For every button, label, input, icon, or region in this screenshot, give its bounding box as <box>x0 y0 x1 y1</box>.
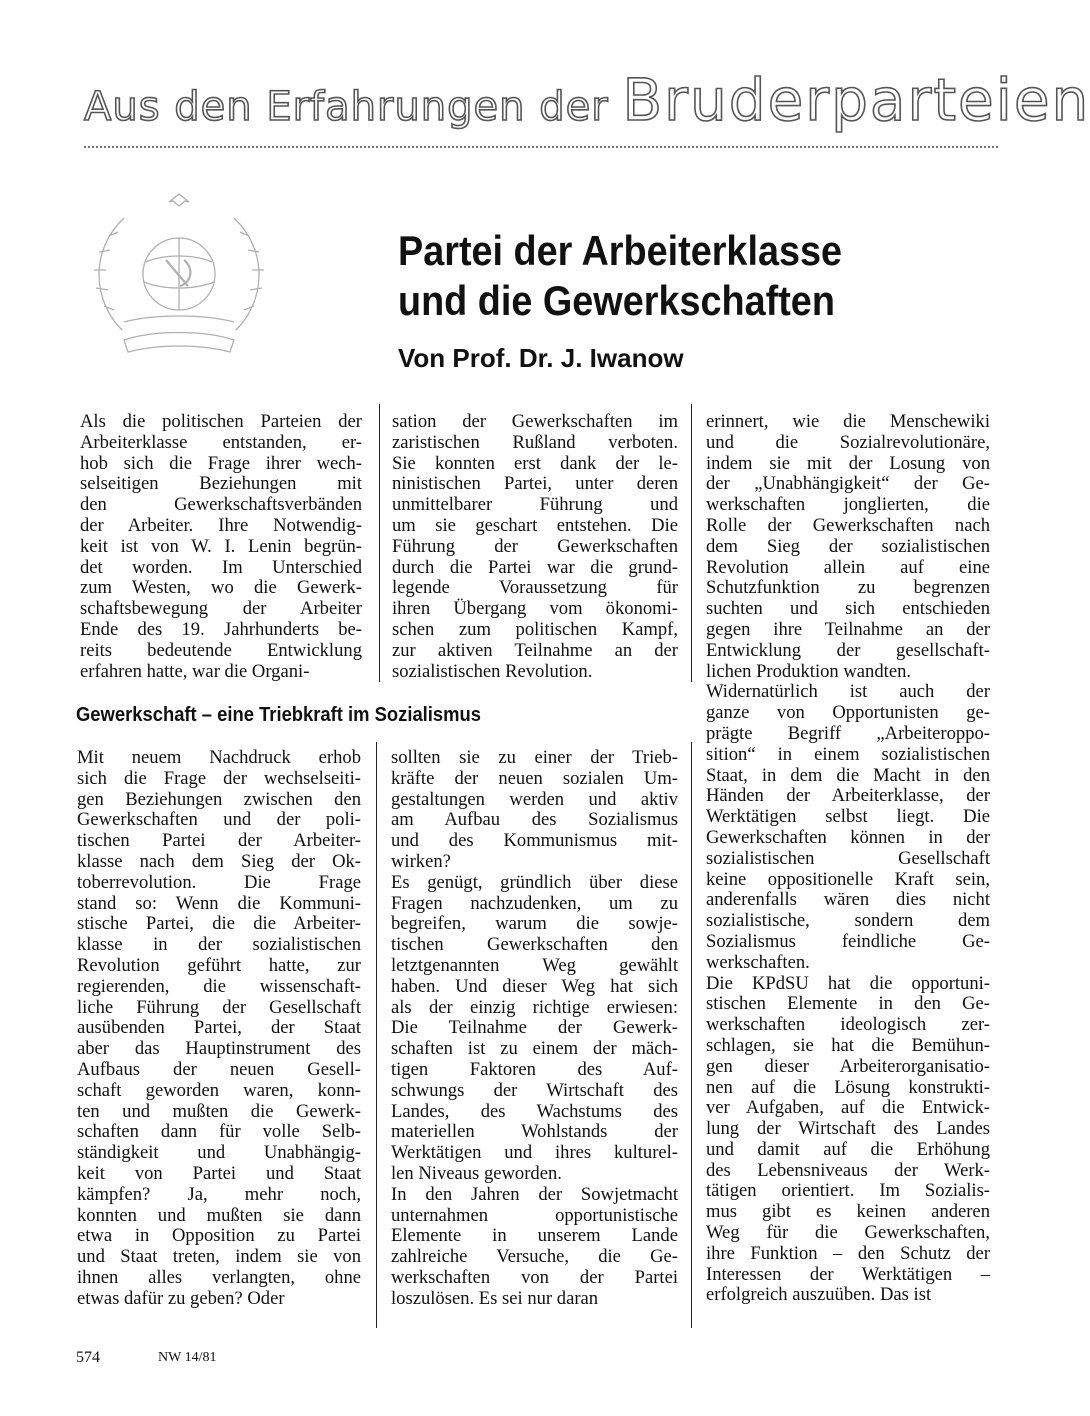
text-line: erfolgreich auszuüben. Das ist <box>706 1284 932 1306</box>
column-rule <box>379 404 380 682</box>
text-line: stische Partei, die die Arbeiter- <box>77 913 361 935</box>
issue-label: NW 14/81 <box>158 1350 217 1365</box>
text-line: klasse nach dem Sieg der Ok- <box>77 850 361 872</box>
text-line: ninistischen Partei, unter deren <box>392 473 678 495</box>
text-line: tigen Faktoren des Auf- <box>391 1058 678 1080</box>
text-line: indem sie mit der Losung von <box>706 452 990 474</box>
text-line: zur aktiven Teilnahme an der <box>392 639 678 661</box>
section-heading: Gewerkschaft – eine Triebkraft im Sozialismus <box>76 704 481 726</box>
text-line: zum Westen, wo die Gewerk- <box>80 577 362 599</box>
article-title <box>398 226 938 326</box>
text-line: Gewerkschaften können in der <box>706 826 990 848</box>
text-line: loszulösen. Es sei nur daran <box>391 1287 599 1309</box>
text-line: ständigkeit und Unabhängig- <box>77 1142 361 1164</box>
text-line: der Arbeiter. Ihre Notwendig- <box>80 514 362 536</box>
text-line: lung der Wirtschaft des Landes <box>706 1118 990 1140</box>
text-line: gegen ihre Teilnahme an der <box>706 618 990 640</box>
text-line: prägte Begriff „Arbeiteroppo- <box>706 722 990 744</box>
text-line: Sie konnten erst dank der le- <box>392 452 678 474</box>
text-line: len Niveaus geworden. <box>391 1162 562 1184</box>
text-line: Revolution allein auf eine <box>706 556 990 578</box>
text-line: Elemente in unserem Lande <box>391 1225 678 1247</box>
text-line: schaftsbewegung der Arbeiter <box>80 598 362 620</box>
state-emblem-icon <box>84 190 274 362</box>
text-line: Gewerkschaften und der poli- <box>77 809 361 831</box>
text-line: toberrevolution. Die Frage <box>77 871 361 893</box>
text-line: Fragen nachzudenken, um zu <box>391 892 678 914</box>
text-line: werkschaften ideologisch zer- <box>706 1014 990 1036</box>
text-line: den Gewerkschaftsverbänden <box>80 494 362 516</box>
text-line: letztgenannten Weg gewählt <box>391 954 678 976</box>
text-line: Entwicklung der gesellschaft- <box>706 639 990 661</box>
text-line: erfahren hatte, war die Organi- <box>80 660 310 682</box>
text-line: stand so: Wenn die Kommuni- <box>77 892 361 914</box>
text-line: keine oppositionelle Kraft sein, <box>706 868 990 890</box>
text-line: ausübenden Partei, der Staat <box>77 1017 361 1039</box>
text-line: keit von Partei und Staat <box>77 1162 361 1184</box>
text-line: Es genügt, gründlich über diese <box>391 871 678 893</box>
section-banner <box>84 66 1090 156</box>
text-line: und Staat treten, indem sie von <box>77 1246 361 1268</box>
text-line: Aufbaus der neuen Gesell- <box>77 1058 361 1080</box>
text-line: gestaltungen werden und aktiv <box>391 788 678 810</box>
text-line: selseitigen Beziehungen mit <box>80 473 362 495</box>
paragraph <box>706 412 990 682</box>
text-line: sation der Gewerkschaften im <box>392 411 678 432</box>
text-line: des Lebensniveaus der Werk- <box>706 1159 990 1181</box>
text-line: schaften ist zu einem der mäch- <box>391 1038 678 1060</box>
text-line: ten und mußten die Gewerk- <box>77 1100 361 1122</box>
paragraph <box>391 748 678 873</box>
banner-rule <box>84 146 998 151</box>
text-line: erinnert, wie die Menschewiki <box>706 411 990 432</box>
text-line: tischen Gewerkschaften den <box>391 934 678 956</box>
text-line: tätigen orientiert. Im Sozialis- <box>706 1180 990 1202</box>
text-line: stischen Elemente in den Ge- <box>706 993 990 1015</box>
text-line: klasse in der sozialistischen <box>77 934 361 956</box>
text-line: haben. Und dieser Weg hat sich <box>391 975 678 997</box>
text-line: Widernatürlich ist auch der <box>706 681 990 703</box>
text-line: aber das Hauptinstrument des <box>77 1038 361 1060</box>
column-2-top <box>392 412 678 682</box>
text-line: unmittelbarer Führung und <box>392 494 678 516</box>
text-line: Interessen der Werktätigen – <box>706 1263 990 1285</box>
banner-highlight: Bruderparteien <box>622 66 1090 134</box>
text-line: durch die Partei war die grund- <box>392 556 678 578</box>
paragraph <box>391 1185 678 1310</box>
paragraph <box>706 682 990 973</box>
text-line: tischen Partei der Arbeiter- <box>77 830 361 852</box>
text-line: zaristischen Rußland verboten. <box>392 431 678 453</box>
text-line: Revolution geführt hatte, zur <box>77 954 361 976</box>
text-line: regierenden, die wissenschaft- <box>77 975 361 997</box>
text-line: nen auf die Lösung konstrukti- <box>706 1076 990 1098</box>
text-line: Ende des 19. Jahrhunderts be- <box>80 618 362 640</box>
paragraph <box>80 412 362 682</box>
paragraph <box>706 974 990 1307</box>
text-line: sich die Frage der wechselseiti- <box>77 767 361 789</box>
text-line: Schutzfunktion zu begrenzen <box>706 577 990 599</box>
text-line: dem Sieg der sozialistischen <box>706 535 990 557</box>
title-line-2: und die Gewerkschaften <box>398 277 835 324</box>
text-line: sozialistische, sondern dem <box>706 910 990 932</box>
text-line: Werktätigen und ihres kulturel- <box>391 1142 678 1164</box>
text-line: ganze von Opportunisten ge- <box>706 702 990 724</box>
text-line: schlagen, sie hat die Bemühun- <box>706 1034 990 1056</box>
title-line-1: Partei der Arbeiterklasse <box>398 227 843 274</box>
text-line: als der einzig richtige erwiesen: <box>391 996 678 1018</box>
text-line: suchten und sich entschieden <box>706 598 990 620</box>
text-line: begreifen, warum die sowje- <box>391 913 678 935</box>
text-line: gen Beziehungen zwischen den <box>77 788 361 810</box>
text-line: hob sich die Frage ihrer wech- <box>80 452 362 474</box>
column-1-bottom <box>77 748 361 1310</box>
text-line: Die Teilnahme der Gewerk- <box>391 1017 678 1039</box>
text-line: sition“ in einem sozialistischen <box>706 743 990 765</box>
text-line: Führung der Gewerkschaften <box>392 535 678 557</box>
column-rule <box>376 742 377 1328</box>
column-rule <box>691 404 692 682</box>
paragraph <box>391 873 678 1185</box>
column-3 <box>706 412 990 1306</box>
text-line: lichen Produktion wandten. <box>706 660 912 682</box>
text-line: ihnen alles verlangten, ohne <box>77 1266 361 1288</box>
text-line: werkschaften. <box>706 951 810 973</box>
text-line: gen dieser Arbeiterorganisatio- <box>706 1055 990 1077</box>
text-line: Als die politischen Parteien der <box>80 411 362 432</box>
text-line: kräfte der neuen sozialen Um- <box>391 767 678 789</box>
text-line: In den Jahren der Sowjetmacht <box>391 1183 678 1205</box>
text-line: wirken? <box>391 850 451 872</box>
text-line: Staat, in dem die Macht in den <box>706 764 990 786</box>
text-line: etwas dafür zu geben? Oder <box>77 1287 285 1309</box>
text-line: etwa in Opposition zu Partei <box>77 1225 361 1247</box>
text-line: Mit neuem Nachdruck erhob <box>77 747 361 768</box>
text-line: sollten sie zu einer der Trieb- <box>391 747 678 768</box>
banner-prefix: Aus den Erfahrungen der <box>84 84 623 130</box>
text-line: ver Aufgaben, auf die Entwick- <box>706 1097 990 1119</box>
text-line: werkschaften von der Partei <box>391 1266 678 1288</box>
text-line: Arbeiterklasse entstanden, er- <box>80 431 362 453</box>
text-line: schen zum politischen Kampf, <box>392 618 678 640</box>
text-line: liche Führung der Gesellschaft <box>77 996 361 1018</box>
text-line: werkschaften jonglierten, die <box>706 494 990 516</box>
text-line: sozialistischen Gesellschaft <box>706 847 990 869</box>
text-line: Sozialismus feindliche Ge- <box>706 930 990 952</box>
text-line: Werktätigen selbst liegt. Die <box>706 806 990 828</box>
text-line: schwungs der Wirtschaft des <box>391 1079 678 1101</box>
column-rule <box>691 742 692 1328</box>
text-line: und des Kommunismus mit- <box>391 830 678 852</box>
text-line: det worden. Im Unterschied <box>80 556 362 578</box>
text-line: um sie geschart entstehen. Die <box>392 514 678 536</box>
text-line: ihren Übergang vom ökonomi- <box>392 598 678 620</box>
text-line: am Aufbau des Sozialismus <box>391 809 678 831</box>
text-line: und die Sozialrevolutionäre, <box>706 431 990 453</box>
text-line: Weg für die Gewerkschaften, <box>706 1222 990 1244</box>
text-line: kämpfen? Ja, mehr noch, <box>77 1183 361 1205</box>
column-1-top <box>80 412 362 682</box>
text-line: ihre Funktion – den Schutz der <box>706 1242 990 1264</box>
text-line: sozialistischen Revolution. <box>392 660 593 682</box>
text-line: der „Unabhängigkeit“ der Ge- <box>706 473 990 495</box>
text-line: legende Voraussetzung für <box>392 577 678 599</box>
text-line: und damit auf die Erhöhung <box>706 1138 990 1160</box>
column-2-bottom <box>391 748 678 1310</box>
text-line: mus gibt es keinen anderen <box>706 1201 990 1223</box>
text-line: keit ist von W. I. Lenin begrün- <box>80 535 362 557</box>
text-line: unternahmen opportunistische <box>391 1204 678 1226</box>
text-line: materiellen Wohlstands der <box>391 1121 678 1143</box>
text-line: zahlreiche Versuche, die Ge- <box>391 1246 678 1268</box>
text-line: Die KPdSU hat die opportuni- <box>706 972 990 994</box>
page-number: 574 <box>76 1349 100 1366</box>
text-line: schaft geworden waren, konn- <box>77 1079 361 1101</box>
paragraph <box>77 748 361 1310</box>
text-line: Landes, des Wachstums des <box>391 1100 678 1122</box>
text-line: reits bedeutende Entwicklung <box>80 639 362 661</box>
text-line: schaften dann für volle Selb- <box>77 1121 361 1143</box>
paragraph <box>392 412 678 682</box>
text-line: Händen der Arbeiterklasse, der <box>706 785 990 807</box>
article-author: Von Prof. Dr. J. Iwanow <box>398 343 684 373</box>
text-line: anderenfalls wären dies nicht <box>706 889 990 911</box>
text-line: konnten und mußten sie dann <box>77 1204 361 1226</box>
text-line: Rolle der Gewerkschaften nach <box>706 514 990 536</box>
